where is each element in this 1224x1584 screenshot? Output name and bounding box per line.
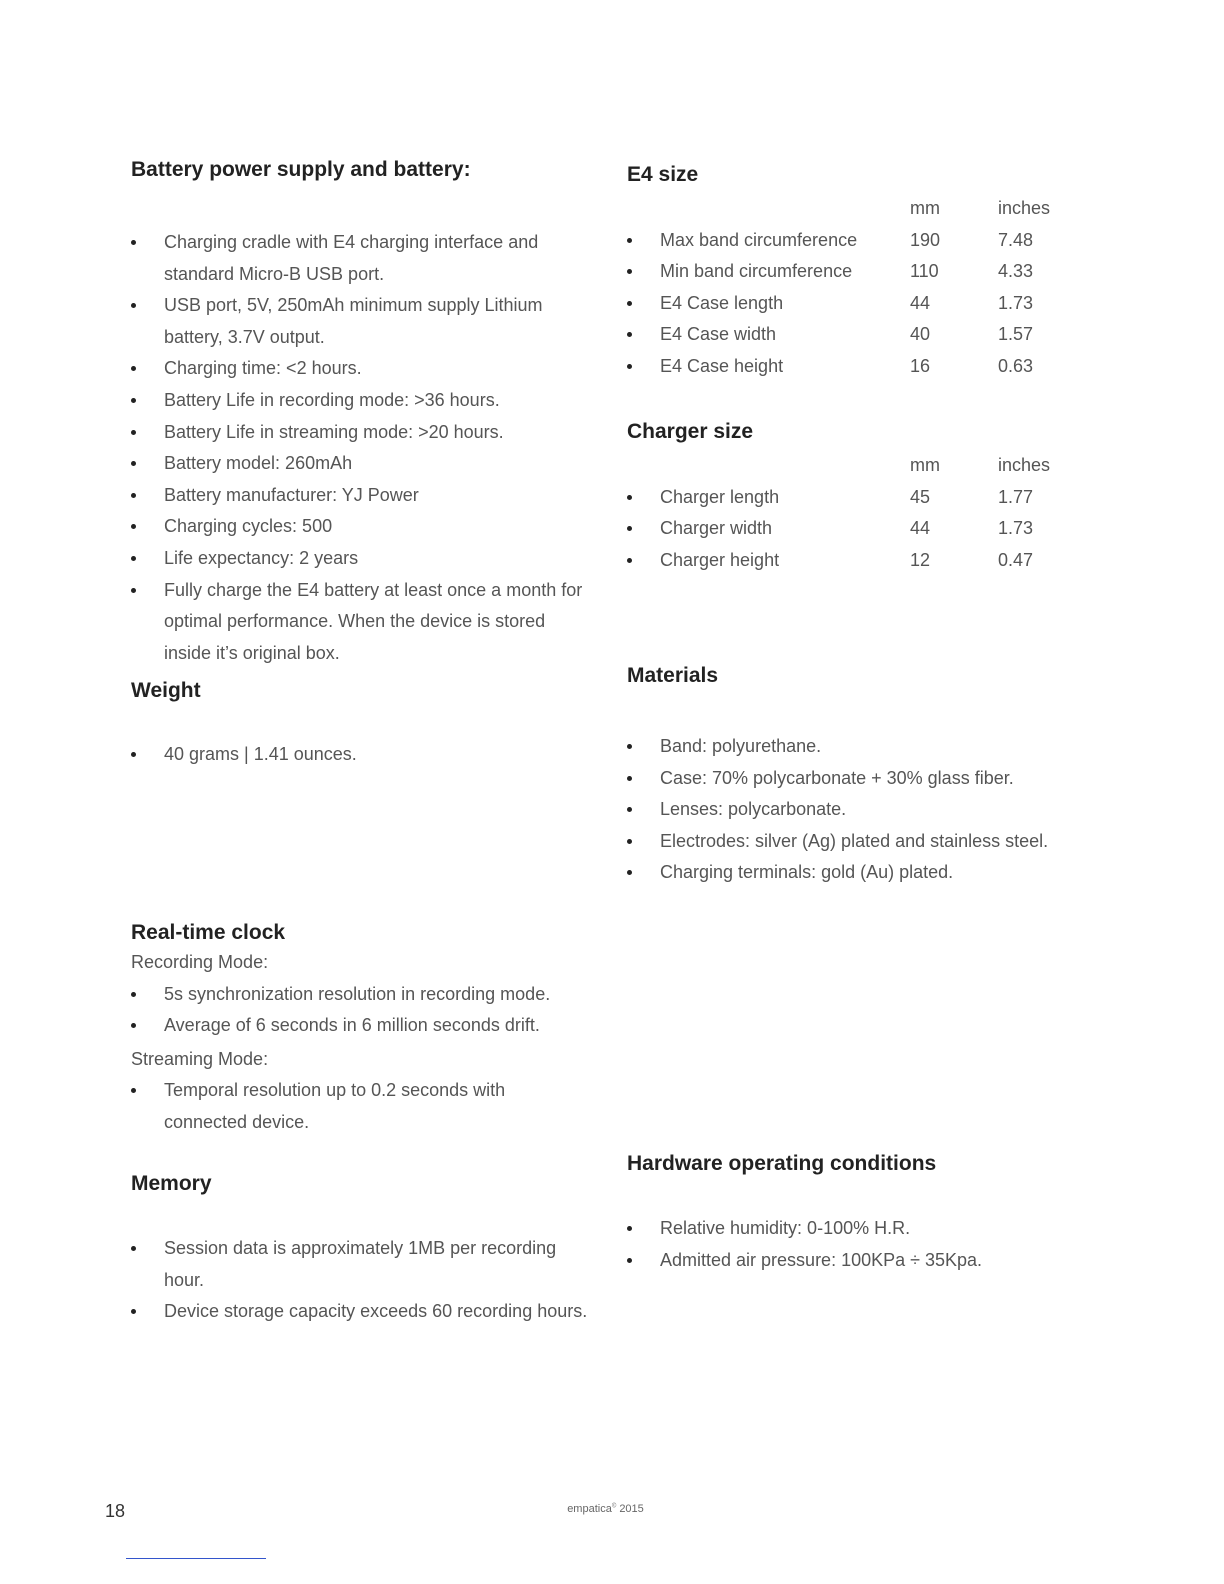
- e4-size-heading: E4 size: [627, 163, 699, 186]
- battery-section: [131, 156, 591, 669]
- list-item: Charging time: <2 hours.: [131, 353, 591, 385]
- table-row: [627, 545, 1087, 577]
- copyright-symbol: ©: [611, 1503, 617, 1510]
- dimension-label: E4 Case height: [660, 355, 784, 376]
- list-item: Charging cradle with E4 charging interface and standard Micro-B USB port.: [131, 227, 591, 290]
- dimension-label: Max band circumference: [660, 229, 858, 250]
- dimension-mm: 44: [910, 518, 931, 539]
- list-item: USB port, 5V, 250mAh minimum supply Lithium battery, 3.7V output.: [131, 290, 591, 353]
- materials-section: [627, 662, 1087, 889]
- dimension-inches: 1.57: [998, 324, 1034, 345]
- hardware-section: [627, 1150, 1087, 1276]
- dimension-mm: 45: [910, 486, 931, 507]
- list-item: Charging cycles: 500: [131, 511, 591, 543]
- rtc-section: [131, 919, 591, 1139]
- list-item: Life expectancy: 2 years: [131, 543, 591, 575]
- footer-year: 2015: [619, 1503, 644, 1515]
- materials-list: [627, 731, 1087, 889]
- e4-size-section: [627, 161, 1087, 383]
- battery-heading: Battery power supply and battery:: [131, 158, 471, 181]
- list-item: Average of 6 seconds in 6 million seconds drift.: [131, 1010, 591, 1042]
- list-item: Band: polyurethane.: [627, 731, 1087, 763]
- dimension-mm: 40: [910, 324, 931, 345]
- table-row: [627, 288, 1087, 320]
- recording-mode-list: [131, 979, 591, 1042]
- dimension-mm: 110: [910, 261, 939, 282]
- weight-heading: Weight: [131, 679, 201, 702]
- list-item: Session data is approximately 1MB per recording hour.: [131, 1233, 591, 1296]
- battery-list: [131, 227, 591, 669]
- rtc-heading: Real-time clock: [131, 921, 286, 944]
- charger-size-section: [627, 418, 1087, 576]
- page-number: 18: [105, 1501, 126, 1521]
- list-item: Electrodes: silver (Ag) plated and stainless steel.: [627, 826, 1087, 858]
- list-item: Charging terminals: gold (Au) plated.: [627, 857, 1087, 889]
- memory-section: [131, 1170, 591, 1328]
- dimension-label: Min band circumference: [660, 261, 853, 282]
- list-item: Battery Life in streaming mode: >20 hours.: [131, 417, 591, 449]
- list-item: Case: 70% polycarbonate + 30% glass fiber.: [627, 763, 1087, 795]
- dimension-inches: 0.63: [998, 355, 1034, 376]
- list-item: Temporal resolution up to 0.2 seconds with connected device.: [131, 1075, 591, 1138]
- memory-list: [131, 1233, 591, 1328]
- footer-brand: empatica: [567, 1503, 612, 1515]
- mm-column-header: mm: [910, 455, 940, 475]
- table-row: [627, 482, 1087, 514]
- memory-heading: Memory: [131, 1172, 212, 1195]
- dimension-inches: 0.47: [998, 549, 1034, 570]
- table-row: [627, 351, 1087, 383]
- dimension-mm: 44: [910, 292, 931, 313]
- streaming-mode-label: Streaming Mode:: [131, 1048, 269, 1069]
- footer-copyright: [0, 1503, 1211, 1515]
- mm-column-header: mm: [910, 198, 940, 218]
- streaming-mode-list: [131, 1075, 591, 1138]
- list-item: Battery Life in recording mode: >36 hours.: [131, 385, 591, 417]
- dimension-mm: 16: [910, 355, 931, 376]
- list-item: Lenses: polycarbonate.: [627, 794, 1087, 826]
- dimension-label: Charger height: [660, 549, 780, 570]
- table-row: [627, 513, 1087, 545]
- dimension-inches: 1.73: [998, 292, 1034, 313]
- charger-size-column-header: [627, 450, 1087, 482]
- table-row: [627, 256, 1087, 288]
- e4-size-list: [627, 225, 1087, 383]
- recording-mode-label: Recording Mode:: [131, 952, 269, 972]
- list-item: Fully charge the E4 battery at least once a month for optimal performance. When the device is stored inside it’s original box.: [131, 575, 591, 670]
- weight-section: [131, 677, 591, 771]
- charger-size-list: [627, 482, 1087, 577]
- hardware-list: [627, 1213, 1087, 1276]
- inches-column-header: inches: [998, 198, 1051, 218]
- list-item: Device storage capacity exceeds 60 recording hours.: [131, 1296, 591, 1328]
- table-row: [627, 319, 1087, 351]
- dimension-inches: 1.73: [998, 518, 1034, 539]
- list-item: Battery manufacturer: YJ Power: [131, 480, 591, 512]
- list-item: 40 grams | 1.41 ounces.: [131, 739, 591, 771]
- dimension-inches: 7.48: [998, 229, 1034, 250]
- hardware-heading: Hardware operating conditions: [627, 1152, 937, 1175]
- charger-size-heading: Charger size: [627, 420, 754, 443]
- dimension-mm: 190: [910, 229, 941, 250]
- dimension-label: Charger length: [660, 486, 780, 507]
- dimension-label: Charger width: [660, 518, 773, 539]
- table-row: [627, 225, 1087, 257]
- materials-heading: Materials: [627, 664, 719, 687]
- list-item: Battery model: 260mAh: [131, 448, 591, 480]
- list-item: Admitted air pressure: 100KPa ÷ 35Kpa.: [627, 1245, 1087, 1277]
- e4-size-column-header: [627, 193, 1087, 225]
- dimension-label: E4 Case length: [660, 292, 784, 313]
- footer-link-underline: [126, 1558, 266, 1559]
- dimension-inches: 4.33: [998, 261, 1034, 282]
- weight-list: [131, 739, 591, 771]
- inches-column-header: inches: [998, 455, 1051, 475]
- list-item: 5s synchronization resolution in recording mode.: [131, 979, 591, 1011]
- dimension-label: E4 Case width: [660, 324, 777, 345]
- dimension-mm: 12: [910, 549, 931, 570]
- dimension-inches: 1.77: [998, 486, 1034, 507]
- list-item: Relative humidity: 0-100% H.R.: [627, 1213, 1087, 1245]
